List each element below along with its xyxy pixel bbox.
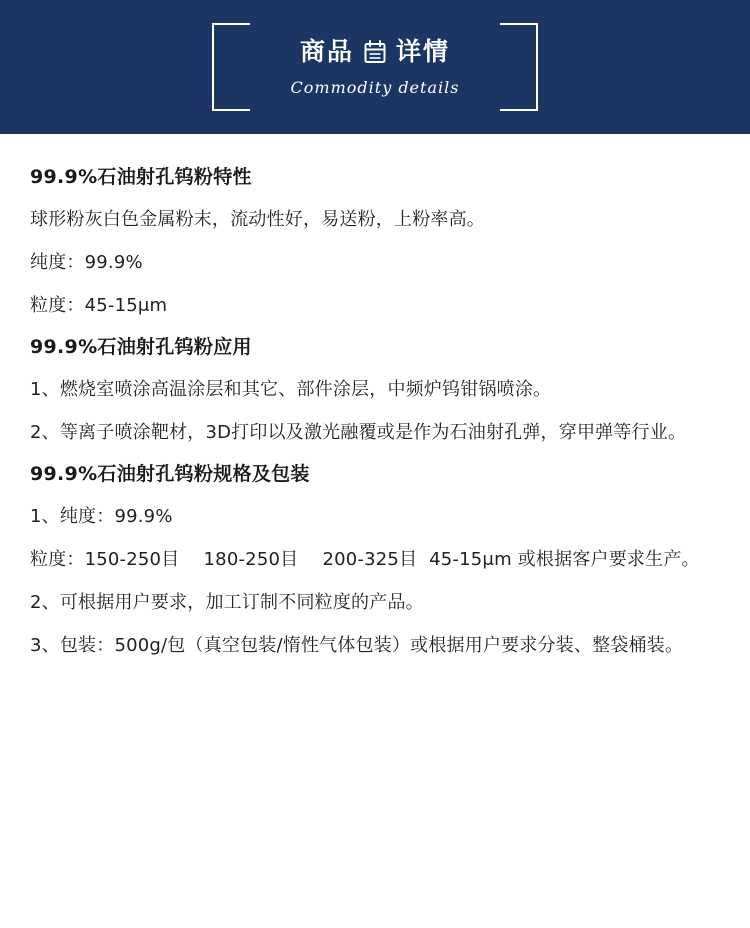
section-paragraph: 粒度：150-250目 180-250目 200-325目 45-15μm 或根据客户要求生产。 bbox=[30, 548, 700, 570]
banner-subtitle: Commodity details bbox=[290, 78, 460, 97]
section-paragraph: 球形粉灰白色金属粉末，流动性好，易送粉，上粉率高。 bbox=[30, 208, 485, 230]
banner-frame bbox=[246, 23, 504, 111]
calendar-icon bbox=[364, 40, 386, 64]
section-paragraph: 粒度：45-15μm bbox=[30, 294, 168, 316]
section-paragraph: 1、燃烧室喷涂高温涂层和其它、部件涂层，中频炉钨钳锅喷涂。 bbox=[30, 378, 552, 400]
section-heading: 99.9%石油射孔钨粉特性 bbox=[30, 166, 252, 188]
banner-title-right: 详情 bbox=[396, 37, 451, 66]
banner-title-left: 商品 bbox=[299, 37, 354, 66]
section-paragraph: 1、纯度：99.9% bbox=[30, 505, 173, 527]
section-paragraph: 纯度：99.9% bbox=[30, 251, 143, 273]
banner-bracket-right-icon bbox=[500, 23, 538, 111]
section-heading: 99.9%石油射孔钨粉应用 bbox=[30, 336, 252, 359]
header-banner bbox=[0, 0, 750, 134]
section-paragraph: 3、包装：500g/包（真空包装/惰性气体包装）或根据用户要求分装、整袋桶装。 bbox=[30, 635, 684, 657]
banner-title bbox=[300, 39, 450, 64]
detail-content bbox=[0, 134, 750, 660]
section-characteristics bbox=[30, 164, 720, 320]
section-applications bbox=[30, 334, 720, 447]
section-heading: 99.9%石油射孔钨粉规格及包装 bbox=[30, 462, 310, 485]
section-specifications-packaging bbox=[30, 461, 720, 660]
section-paragraph: 2、可根据用户要求，加工订制不同粒度的产品。 bbox=[30, 591, 424, 613]
banner-bracket-left-icon bbox=[212, 23, 250, 111]
section-paragraph: 2、等离子喷涂靶材，3D打印以及激光融覆或是作为石油射孔弹，穿甲弹等行业。 bbox=[30, 421, 687, 443]
